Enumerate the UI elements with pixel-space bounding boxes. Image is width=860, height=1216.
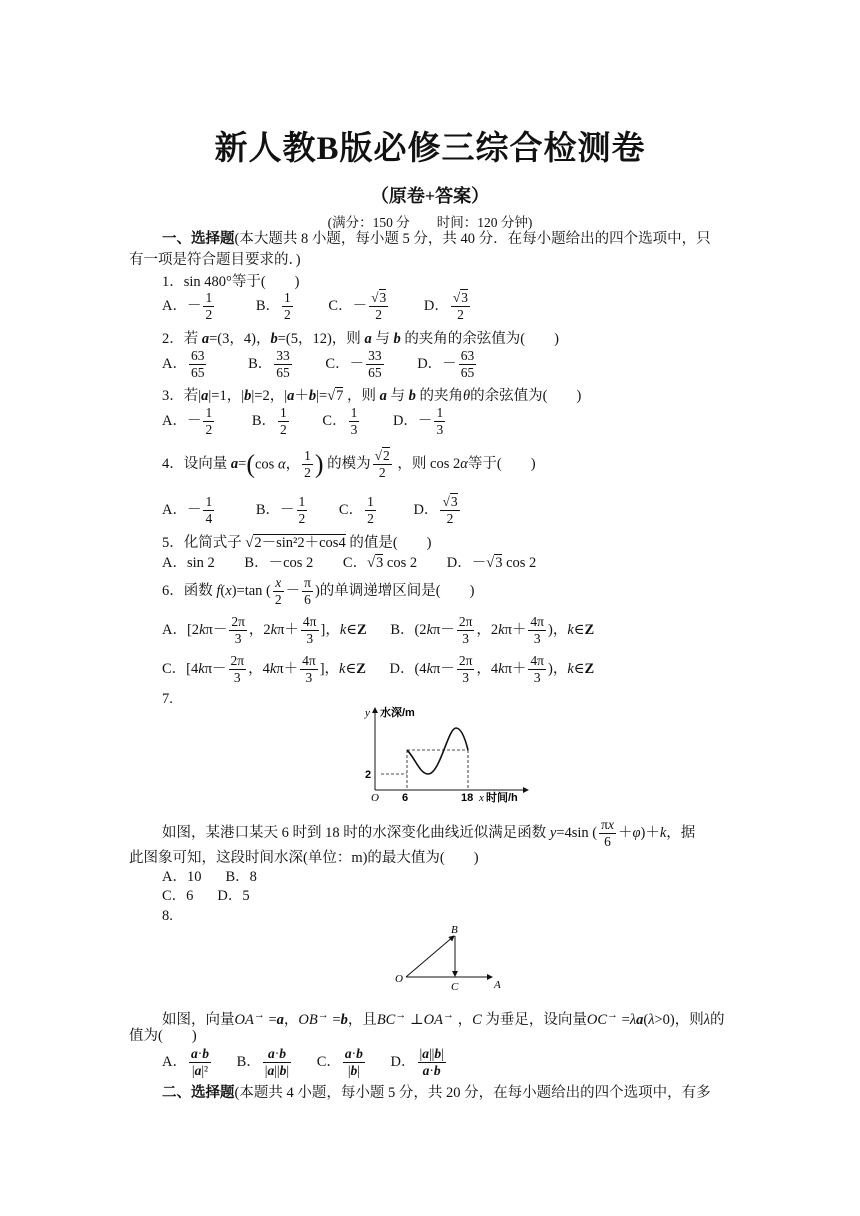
q6-options-cd: C．[4kπ－ $\frac{2\pi}{3}$ ，4kπ＋ $\frac{4\pi}{3}$ ]，k∈Z D．(4kπ－ $\frac{2\pi}{3}$ ，4kπ＋ $\frac{4\pi}{3}$ )，k∈Z (162, 653, 595, 685)
q7-text1: 如图，某港口某天 6 时到 18 时的水深变化曲线近似满足函数 y=4sin ( $\frac{\pi x}{6}$ ＋φ)＋k，据 (162, 817, 696, 849)
section1-desc-line1: 一、选择题(本大题共 8 小题，每小题 5 分，共 40 分．在每小题给出的四个选项中，只 (162, 231, 711, 247)
q4-options: A．－ $\frac{1}{4}$ B．－ $\frac{1}{2}$ C． $\frac{1}{2}$ D． $\frac{√3}{2}$ (162, 494, 458, 526)
section1-desc-line2: 有一项是符合题目要求的．) (129, 252, 301, 268)
section2-desc: 二、选择题(本题共 4 小题，每小题 5 分，共 20 分，在每小题给出的四个选项中，有多 (162, 1085, 711, 1101)
q1-stem: 1．sin 480°等于( ) (162, 274, 300, 290)
q4-stem: 4．设向量 a=(cos α， $\frac{1}{2}$ ) 的模为 $\frac{√2}{2}$ ，则 cos 2α等于( ) (162, 448, 536, 480)
q3-options: A．－ $\frac{1}{2}$ B． $\frac{1}{2}$ C． $\frac{1}{3}$ D．－ $\frac{1}{3}$ (162, 405, 444, 437)
q8-options: A． $\frac{a\cdot b}{\text{|a|²}}$ B． $\frac{a\cdot b}{|a||b|}$ C． $\frac{a\cdot b}{|b|}$ D． $\frac{|a||b|}{a\cdot b}$ (162, 1046, 444, 1078)
depth-curve (407, 728, 468, 774)
tick-6: 6 (402, 792, 409, 804)
tick-2: 2 (365, 769, 372, 781)
q2-options: A． $\frac{63}{65}$ B． $\frac{33}{65}$ C．－ $\frac{33}{65}$ D．－ $\frac{63}{65}$ (162, 348, 475, 380)
q7-text2: 此图象可知，这段时间水深(单位：m)的最大值为( ) (129, 850, 479, 866)
q8-text2: 值为( ) (129, 1028, 197, 1044)
q8-text1: 如图，向量OA→ =a，OB→ =b，且BC→ ⊥OA→ ，C 为垂足，设向量OC→ =λa(λ>0)，则λ的 (162, 1009, 725, 1028)
origin-label: O (371, 792, 379, 804)
svg-text:时间/h: 时间/h (486, 792, 518, 804)
q5-options: A．sin 2 B．－cos 2 C．√3 cos 2 D．－√3 cos 2 (162, 555, 537, 571)
label-B: B (451, 924, 458, 936)
label-O: O (395, 973, 403, 985)
q7-options-cd: C．6 D．5 (162, 888, 250, 904)
q7-options-ab: A．10 B．8 (162, 869, 257, 885)
exam-info: (满分：150 分 时间：120 分钟) (327, 215, 533, 230)
q8-figure (388, 922, 508, 994)
label-A: A (494, 979, 501, 991)
svg-text:水深/m: 水深/m (380, 707, 415, 719)
label-C: C (451, 981, 459, 993)
q7-graph (360, 702, 530, 804)
page-subtitle: （原卷+答案） (370, 186, 490, 206)
y-label: y (365, 707, 370, 719)
q7-number: 7. (162, 691, 173, 707)
q6-stem: 6．函数 f(x)=tan ( $\frac{x}{2}$ － $\frac{\pi}{6}$ )的单调递增区间是( ) (162, 575, 475, 607)
q6-options-ab: A．[2kπ－ $\frac{2\pi}{3}$ ，2kπ＋ $\frac{4\pi}{3}$ ]，k∈Z B．(2kπ－ $\frac{2\pi}{3}$ ，2kπ＋ $\frac{4\pi}{3}$ )，k∈Z (162, 614, 595, 646)
q8-number: 8. (162, 908, 173, 924)
q3-stem: 3．若|a|=1，|b|=2，|a＋b|=√7 ，则 a 与 b 的夹角θ的余弦值为( ) (162, 388, 582, 404)
q1-options: A．－ $\frac{1}{2}$ B． $\frac{1}{2}$ C．－ $\frac{√3}{2}$ D． $\frac{√3}{2}$ (162, 290, 469, 322)
tick-18: 18 (461, 792, 474, 804)
x-label: x (479, 792, 484, 804)
q2-stem: 2．若 a=(3，4)，b=(5，12)，则 a 与 b 的夹角的余弦值为( ) (162, 331, 559, 347)
vector-OB (406, 936, 454, 977)
section2-head: 二、选择题 (162, 1085, 235, 1101)
q5-stem: 5．化简式子 √2－sin²2＋cos4 的值是( ) (162, 535, 432, 551)
section1-head: 一、选择题 (162, 231, 235, 247)
page-title: 新人教B版必修三综合检测卷 (214, 131, 646, 167)
